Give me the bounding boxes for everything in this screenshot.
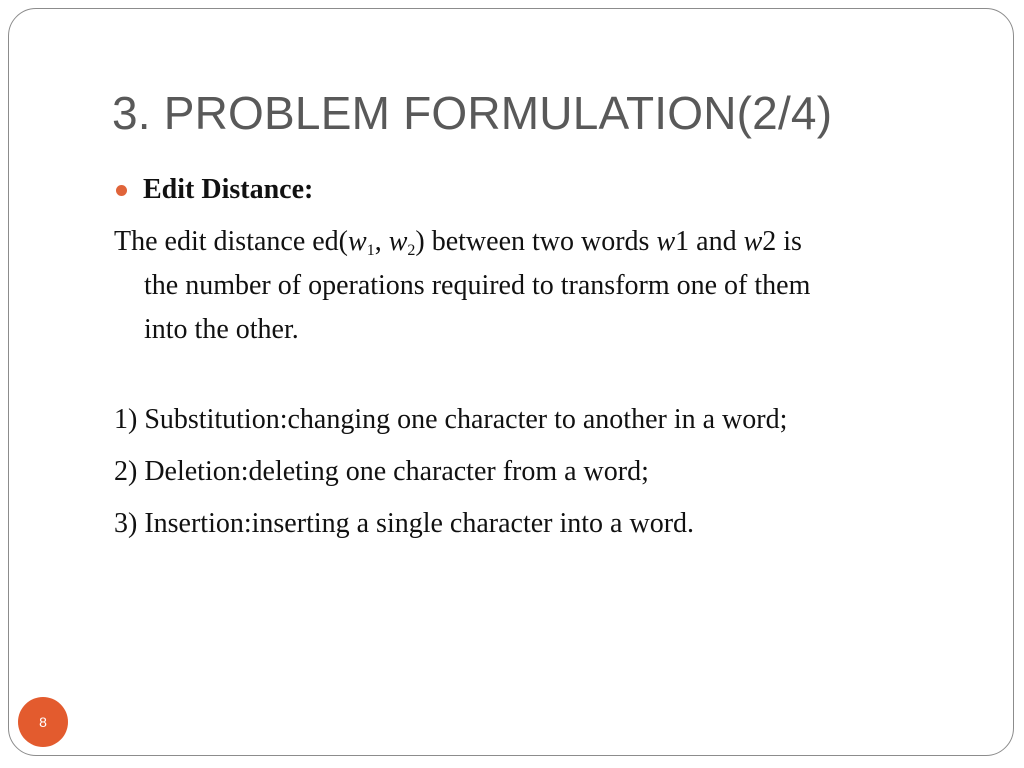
definition-text: 1 and: [675, 226, 744, 257]
var-w2: w: [388, 226, 408, 257]
definition-line-1: [114, 220, 974, 264]
var-w: w: [656, 226, 676, 257]
definition-text: The edit distance ed(: [114, 226, 349, 257]
operation-substitution: 1) Substitution:changing one character to another in a word;: [114, 404, 788, 435]
operations-list: [114, 394, 974, 550]
operation-insertion: 3) Insertion:inserting a single character into a word.: [114, 508, 695, 539]
slide-content: [114, 170, 974, 550]
definition-comma: ,: [374, 226, 389, 257]
definition-line-2: the number of operations required to transform one of them: [144, 270, 811, 301]
bullet-item: [114, 170, 974, 210]
var-w: w: [743, 226, 763, 257]
definition-line-3: into the other.: [144, 314, 299, 345]
subscript-1: 1: [366, 242, 375, 259]
bullet-heading: Edit Distance:: [143, 174, 314, 205]
operation-deletion: 2) Deletion:deleting one character from a word;: [114, 456, 649, 487]
page-number-badge: 8: [18, 697, 68, 747]
var-w1: w: [348, 226, 367, 257]
definition-text: 2 is: [762, 226, 802, 257]
definition-text: ) between two words: [415, 226, 657, 257]
bullet-dot-icon: [116, 185, 127, 196]
definition-paragraph: [114, 220, 974, 352]
subscript-2: 2: [407, 242, 416, 259]
slide-title: 3. PROBLEM FORMULATION(2/4): [112, 87, 833, 139]
